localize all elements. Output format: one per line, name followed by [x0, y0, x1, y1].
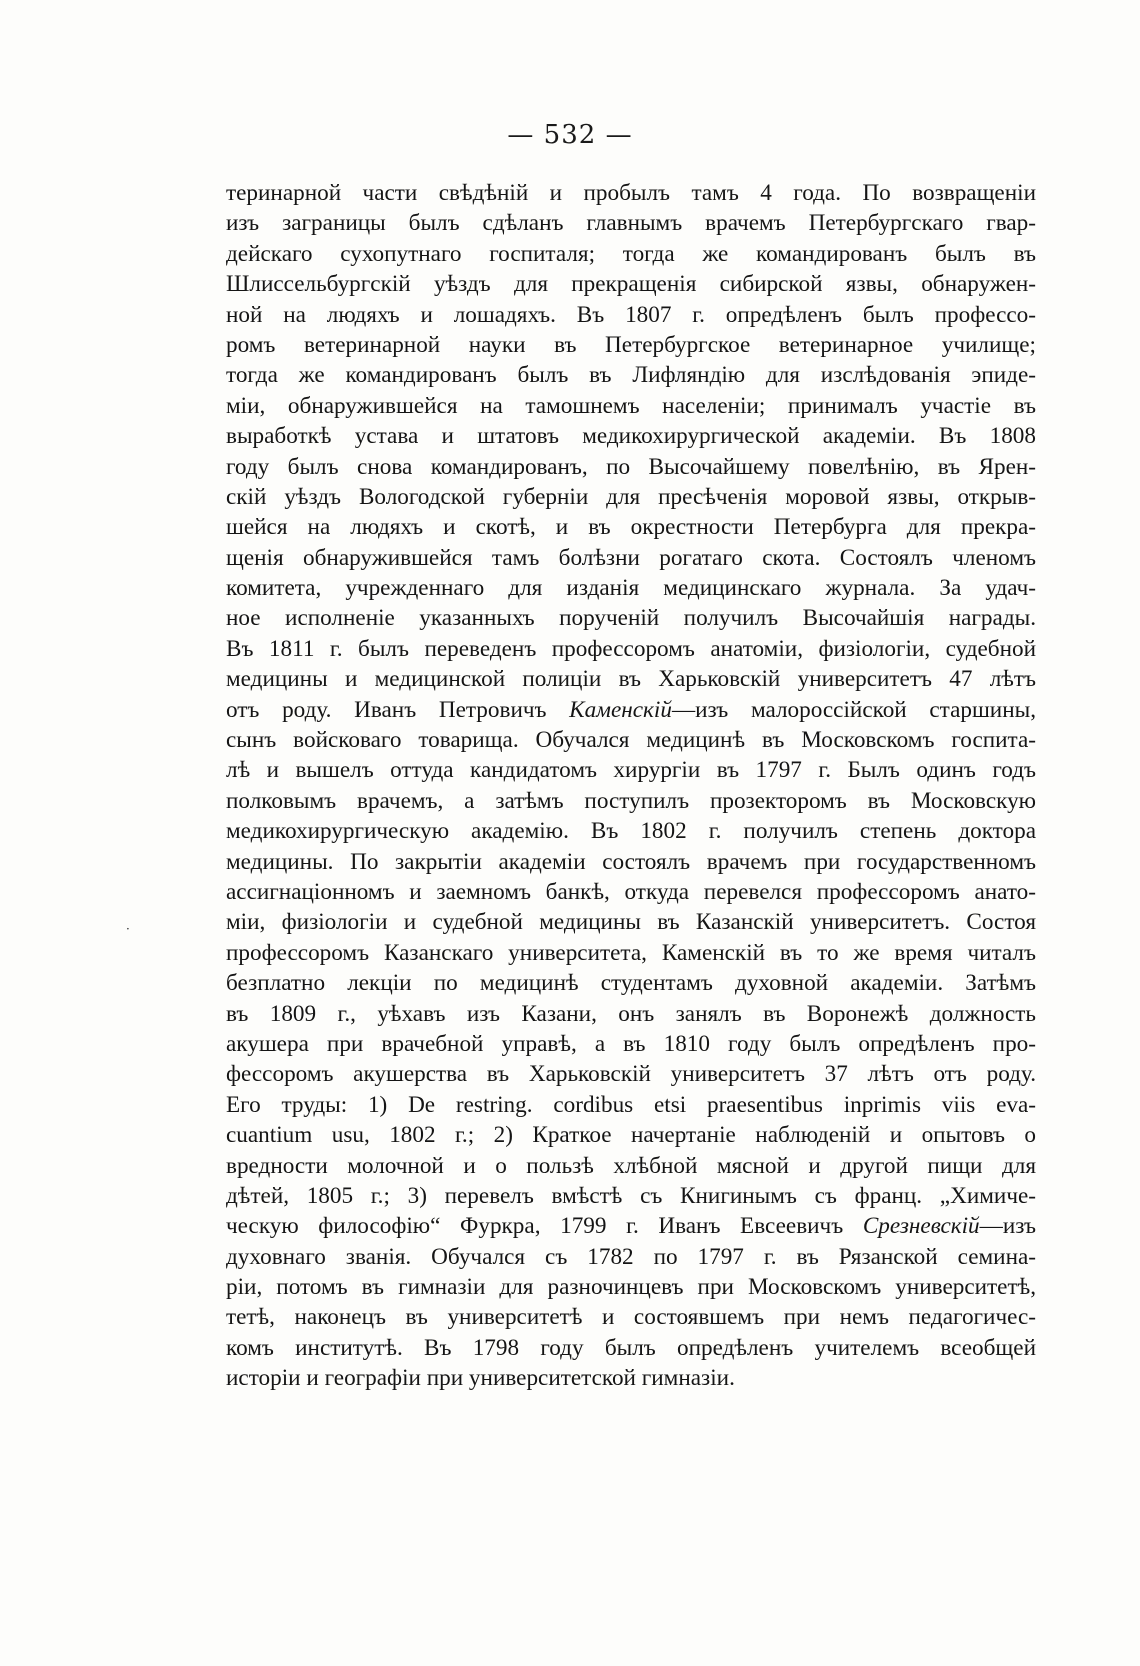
text-line: ной на людяхъ и лошадяхъ. Въ 1807 г. опредѣленъ былъ профессо- — [226, 301, 1036, 328]
text-line: акушера при врачебной управѣ, а въ 1810 году былъ опредѣленъ про- — [226, 1030, 1036, 1057]
body-text — [226, 178, 1036, 1394]
text-line: скій уѣздъ Вологодской губерніи для пресѣченія моровой язвы, открыв- — [226, 483, 1036, 510]
text-line: тетѣ, наконецъ въ университетѣ и состоявшемъ при немъ педагогичес- — [226, 1304, 1036, 1331]
text-line-kamenskiy — [226, 695, 1036, 725]
text-line: безплатно лекціи по медицинѣ студентамъ духовной академіи. Затѣмъ — [226, 970, 1036, 997]
text-line: медицины и медицинской полиціи въ Харьковскій университетъ 47 лѣтъ — [226, 666, 1036, 693]
text-line: вредности молочной и о пользѣ хлѣбной мясной и другой пищи для — [226, 1152, 1036, 1179]
text-fragment: —изъ — [979, 1213, 1036, 1240]
text-line: сынъ войсковаго товарища. Обучался медицинѣ въ Московскомъ госпита- — [226, 727, 1036, 754]
text-fragment: ческую философію“ Фуркра, 1799 г. Иванъ Евсеевичъ — [226, 1213, 863, 1240]
text-fragment: —изъ малороссійской старшины, — [671, 696, 1037, 723]
page-number: — 532 — — [507, 120, 633, 150]
text-line: медикохирургическую академію. Въ 1802 г. получилъ степень доктора — [226, 818, 1036, 845]
text-line: году былъ снова командированъ, по Высочайшему повелѣнію, въ Ярен- — [226, 453, 1036, 480]
text-line: комъ институтѣ. Въ 1798 году былъ опредѣленъ учителемъ всеобщей — [226, 1334, 1036, 1361]
text-line: дейскаго сухопутнаго госпиталя; тогда же командированъ былъ въ — [226, 240, 1036, 267]
text-line: выработкѣ устава и штатовъ медикохирургической академіи. Въ 1808 — [226, 423, 1036, 450]
text-line: фессоромъ акушерства въ Харьковскій университетъ 37 лѣтъ отъ роду. — [226, 1061, 1036, 1088]
text-line: cuantium usu, 1802 г.; 2) Краткое начертаніе наблюденій и опытовъ о — [226, 1122, 1036, 1149]
text-line: въ 1809 г., уѣхавъ изъ Казани, онъ занялъ въ Воронежѣ должность — [226, 1000, 1036, 1027]
person-name-kamenskiy: Каменскій — [569, 696, 672, 723]
text-line: духовнаго званія. Обучался съ 1782 по 1797 г. въ Рязанской семина- — [226, 1243, 1036, 1270]
text-line: міи, физіологіи и судебной медицины въ Казанскій университетъ. Состоя — [226, 909, 1036, 936]
text-line: полковымъ врачемъ, а затѣмъ поступилъ прозекторомъ въ Московскую — [226, 787, 1036, 814]
text-line: тогда же командированъ былъ въ Лифляндію для изслѣдованія эпиде- — [226, 362, 1036, 389]
stray-mark: · — [126, 922, 130, 936]
text-line: ромъ ветеринарной науки въ Петербургское ветеринарное училище; — [226, 331, 1036, 358]
text-line: исторіи и географіи при университетской гимназіи. — [226, 1365, 735, 1392]
text-line: дѣтей, 1805 г.; 3) перевелъ вмѣстѣ съ Книгинымъ съ франц. „Химиче- — [226, 1182, 1036, 1209]
text-line-sreznevskiy — [226, 1211, 1036, 1241]
text-line: Шлиссельбургскій уѣздъ для прекращенія сибирской язвы, обнаружен- — [226, 271, 1036, 298]
text-line: ріи, потомъ въ гимназіи для разночинцевъ при Московскомъ университетѣ, — [226, 1274, 1036, 1301]
text-line: ассигнаціонномъ и заемномъ банкѣ, откуда перевелся профессоромъ анато- — [226, 878, 1036, 905]
text-line: Въ 1811 г. былъ переведенъ профессоромъ анатоміи, физіологіи, судебной — [226, 635, 1036, 662]
text-line: шейся на людяхъ и скотѣ, и въ окрестности Петербурга для прекра- — [226, 514, 1036, 541]
text-fragment: отъ роду. Иванъ Петровичъ — [226, 696, 570, 723]
text-line: теринарной части свѣдѣній и пробылъ тамъ 4 года. По возвращеніи — [226, 180, 1036, 206]
text-line: комитета, учрежденнаго для изданія медицинскаго журнала. За удач- — [226, 575, 1036, 602]
text-line: щенія обнаружившейся тамъ болѣзни рогатаго скота. Состоялъ членомъ — [226, 544, 1036, 571]
text-line: ное исполненіе указанныхъ порученій получилъ Высочайшія награды. — [226, 605, 1036, 632]
text-line: лѣ и вышелъ оттуда кандидатомъ хирургіи въ 1797 г. Былъ одинъ годъ — [226, 757, 1036, 784]
text-line: медицины. По закрытіи академіи состоялъ врачемъ при государственномъ — [226, 848, 1036, 875]
text-line: изъ заграницы былъ сдѣланъ главнымъ врачемъ Петербургскаго гвар- — [226, 210, 1036, 237]
text-line: профессоромъ Казанскаго университета, Каменскій въ то же время читалъ — [226, 939, 1036, 966]
person-name-sreznevskiy: Срезневскій — [862, 1213, 980, 1240]
text-line: міи, обнаружившейся на тамошнемъ населеніи; принималъ участіе въ — [226, 392, 1036, 419]
text-line: Его труды: 1) De restring. cordibus etsi praesentibus inprimis viis eva- — [226, 1091, 1036, 1118]
